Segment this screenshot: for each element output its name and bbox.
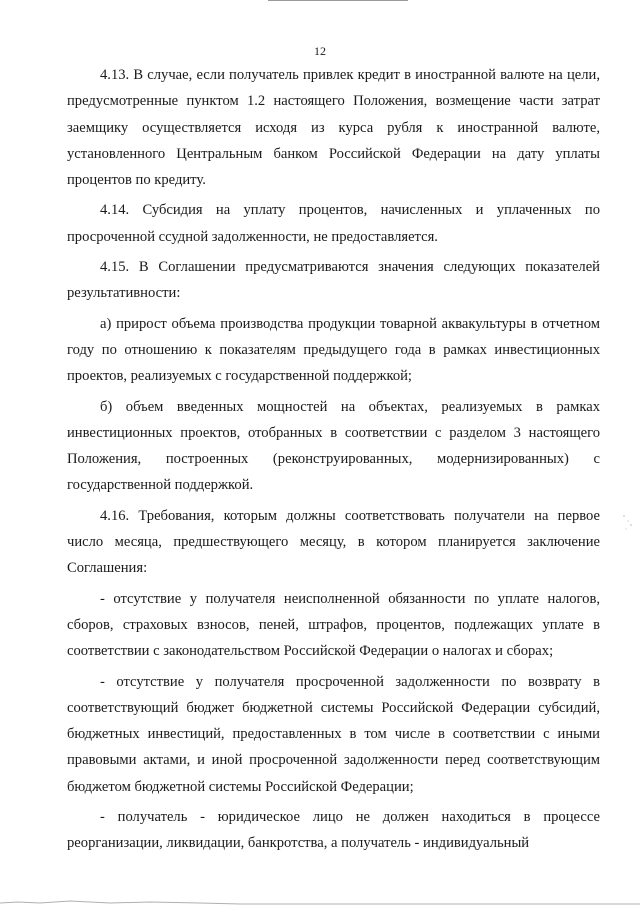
paragraph-4-16: 4.16. Требования, которым должны соответствовать получатели на первое число месяца, предшествующего месяцу, в котором планируется заключение Соглашения:: [67, 507, 600, 577]
paragraph-4-13: 4.13. В случае, если получатель привлек кредит в иностранной валюте на цели, предусмотренные пунктом 1.2 настоящего Положения, возмещение части затрат заемщику осуществляется исходя из курса рубля к иностранной валюте, установленного Центральным банком Российской Федерации на дату уплаты процентов по кредиту.: [67, 67, 600, 189]
paragraph-4-15-b: б) объем введенных мощностей на объектах, реализуемых в рамках инвестиционных проектов, отобранных в соответствии с разделом 3 настоящего Положения, построенных (реконструированных, модернизированных) с государственной поддержкой.: [67, 398, 600, 494]
paragraph-4-15: 4.15. В Соглашении предусматриваются значения следующих показателей результативности:: [67, 259, 600, 302]
page-number: 12: [314, 44, 326, 58]
scan-edge-line: [268, 0, 408, 1]
requirement-item-reorganization: - получатель - юридическое лицо не должен находиться в процессе реорганизации, ликвидации, банкротства, а получатель - индивидуальный: [67, 809, 600, 852]
paragraph-4-15-a: а) прирост объема производства продукции товарной аквакультуры в отчетном году по отношению к показателям предыдущего года в рамках инвестиционных проектов, реализуемых с государственной поддержкой;: [67, 315, 600, 385]
document-body: [67, 62, 600, 861]
requirement-item-taxes: - отсутствие у получателя неисполненной обязанности по уплате налогов, сборов, страховых взносов, пеней, штрафов, процентов, подлежащих уплате в соответствии с законодательством Российской Федерации о налогах и сборах;: [67, 590, 600, 660]
paragraph-4-14: 4.14. Субсидия на уплату процентов, начисленных и уплаченных по просроченной ссудной задолженности, не предоставляется.: [67, 202, 600, 245]
scan-speckle: [622, 513, 634, 533]
requirement-item-debt: - отсутствие у получателя просроченной задолженности по возврату в соответствующий бюджет бюджетной системы Российской Федерации субсидий, бюджетных инвестиций, предоставленных в том числе в соответствии с иными правовыми актами, и иной просроченной задолженности перед соответствующим бюджетом бюджетной системы Российской Федерации;: [67, 673, 600, 795]
scan-bottom-edge: [0, 891, 640, 905]
